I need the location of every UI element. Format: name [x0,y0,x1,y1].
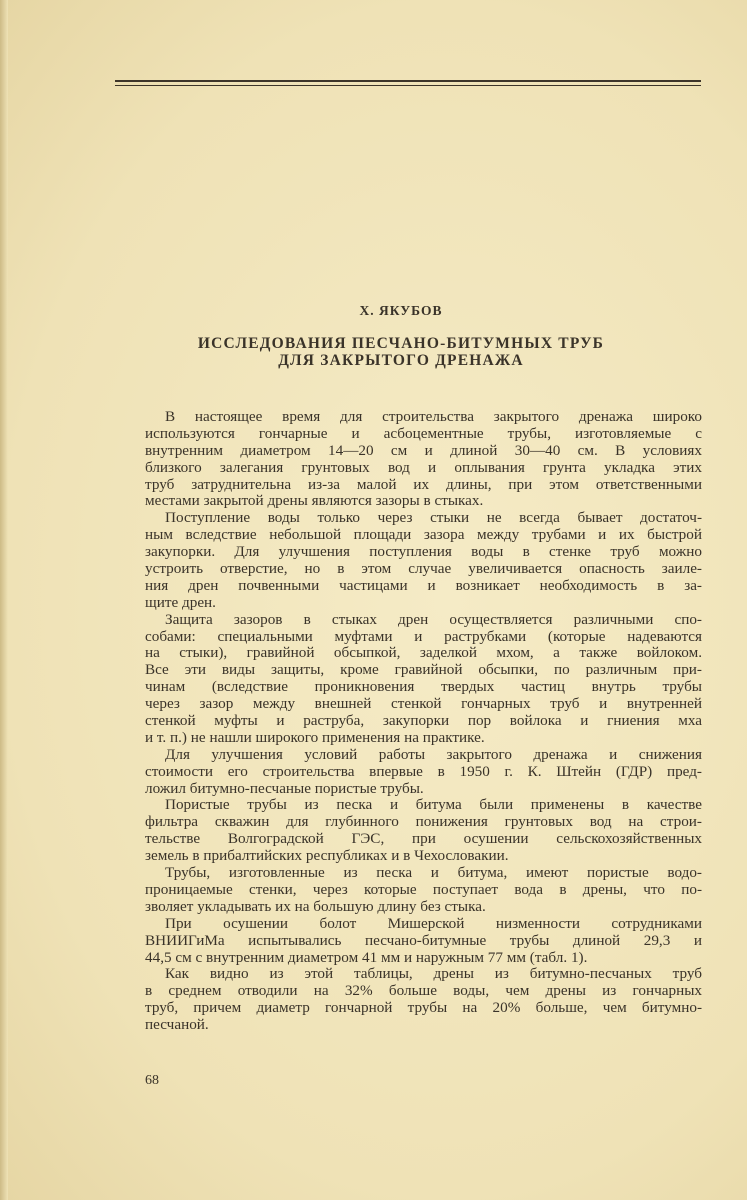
text-line: собами: специальными муфтами и раструбками (которые надеваются [145,627,702,645]
article-author: Х. ЯКУБОВ [359,303,443,318]
text-line: Как видно из этой таблицы, дрены из битумно-песчаных труб [165,965,702,983]
text-line: устроить отверстие, но в этом случае увеличивается опасность заиле- [145,560,702,578]
text-line: стоимости его строительства впервые в 1950 г. К. Штейн (ГДР) пред- [145,762,702,780]
paragraph [145,916,702,967]
title-line: ДЛЯ ЗАКРЫТОГО ДРЕНАЖА [278,352,524,369]
text-line: Пористые трубы из песка и битума были применены в качестве [165,796,702,814]
text-line: через зазор между внешней стенкой гончарных труб и внутренней [145,695,702,713]
text-line: внутренним диаметром 14—20 см и длиной 30—40 см. В условиях [145,441,702,459]
text-line: близкого залегания грунтовых вод и оплывания грунта укладка этих [145,458,702,476]
text-line: на стыки), гравийной обсыпкой, заделкой мхом, а также войлоком. [145,644,702,662]
text-line: Для улучшения условий работы закрытого дренажа и снижения [165,745,702,763]
text-line: 44,5 см с внутренним диаметром 41 мм и наружным 77 мм (табл. 1). [145,948,588,966]
text-line: труб, причем диаметр гончарной трубы на 20% больше, чем битумно- [145,999,702,1017]
text-line: стенкой муфты и раструба, закупорки пор войлока и гниения мха [145,712,702,730]
paragraph [145,747,702,798]
text-line: чинам (вследствие проникновения твердых частиц внутрь трубы [145,678,702,696]
page-edge-shadow [0,0,8,1200]
text-line: и т. п.) не нашли широкого применения на практике. [145,728,485,746]
text-line: При осушении болот Мишерской низменности сотрудниками [165,914,702,932]
text-line: труб затруднительна из-за малой их длины, при этом ответственными [145,475,702,493]
text-line: ным вследствие небольшой площади зазора между трубами и их быстрой [145,526,702,544]
text-line: зволяет укладывать их на большую длину без стыка. [145,897,486,915]
text-line: местами закрытой дрены являются зазоры в стыках. [145,492,484,510]
text-line: Трубы, изготовленные из песка и битума, имеют пористые водо- [165,864,702,882]
paragraph [145,966,702,1034]
text-line: земель в прибалтийских республиках и в Чехословакии. [145,847,509,865]
page-number: 68 [145,1073,159,1088]
article-body [145,409,702,1034]
text-line: проницаемые стенки, через которые поступает вода в дрены, что по- [145,880,702,898]
paragraph [145,409,702,510]
paragraph [145,797,702,865]
text-line: щите дрен. [145,593,216,611]
header-rule-thin [115,85,701,86]
text-line: песчаной. [145,1016,209,1034]
text-line: закупорки. Для улучшения поступления воды в стенке труб можно [145,543,702,561]
text-line: ложил битумно-песчаные пористые трубы. [145,779,424,797]
paragraph [145,612,702,747]
paragraph [145,865,702,916]
text-line: Все эти виды защиты, кроме гравийной обсыпки, по различным при- [145,661,702,679]
text-line: тельстве Волгоградской ГЭС, при осушении сельскохозяйственных [145,830,702,848]
header-rule [115,80,701,82]
text-line: ния дрен почвенными частицами и возникает необходимость в за- [145,576,702,594]
article-title [0,335,747,369]
text-line: фильтра скважин для глубинного понижения грунтовых вод на строи- [145,813,702,831]
text-line: Поступление воды только через стыки не всегда бывает достаточ- [165,509,702,527]
text-line: используются гончарные и асбоцементные трубы, изготовляемые с [145,424,702,442]
text-line: в среднем отводили на 32% больше воды, чем дрены из гончарных [145,982,702,1000]
text-line: Защита зазоров в стыках дрен осуществляется различными спо- [165,610,702,628]
title-line: ИССЛЕДОВАНИЯ ПЕСЧАНО-БИТУМНЫХ ТРУБ [197,335,605,352]
paragraph [145,510,702,611]
text-line: ВНИИГиМа испытывались песчано-битумные трубы длиной 29,3 и [145,931,702,949]
text-line: В настоящее время для строительства закрытого дренажа широко [165,408,702,425]
